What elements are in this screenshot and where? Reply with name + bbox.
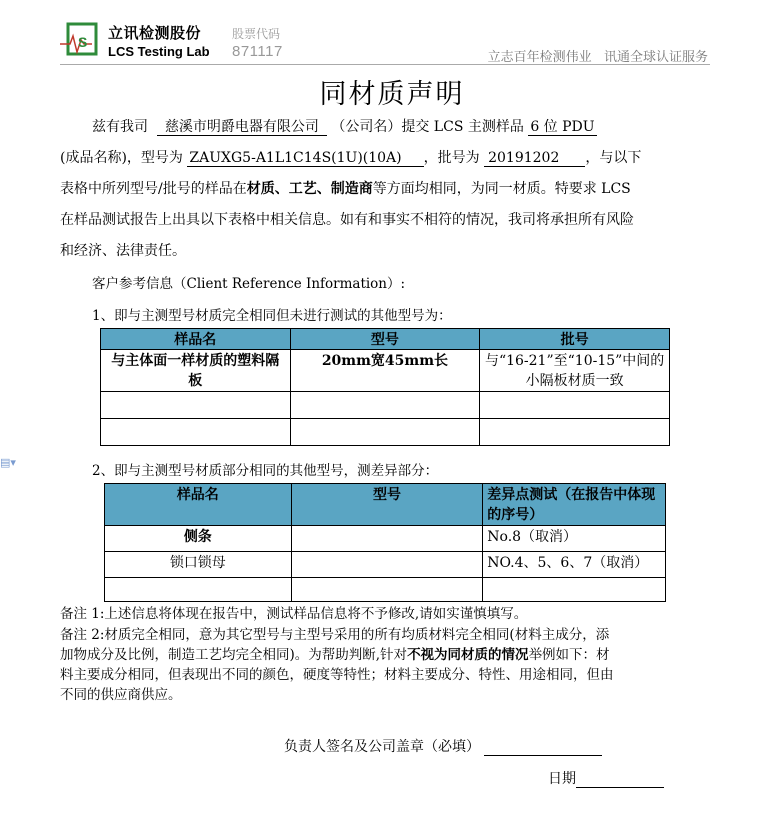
table1-cell: 与主体面一样材质的塑料隔板: [101, 350, 291, 392]
partial-material-table: [104, 483, 666, 602]
table2-cell: [291, 578, 483, 602]
header-slogan: 立志百年检测伟业 讯通全球认证服务: [487, 50, 708, 65]
table2-header: 型号: [291, 484, 483, 526]
table1-cell: [290, 419, 480, 446]
table1-header: 型号: [290, 329, 480, 350]
table-row: [101, 392, 670, 419]
table-row: [101, 419, 670, 446]
page-title: 同材质声明: [319, 79, 465, 110]
lcs-logo-icon: [60, 22, 100, 58]
table-row: [101, 350, 670, 392]
para-line-2: (成品名称)，型号为 ZAUXG5-A1L1C14S(1U)(10A) ，批号为 20191202 ，与以下: [60, 150, 642, 166]
table2-cell: 锁口锁母: [105, 552, 292, 578]
signature-line: 负责人签名及公司盖章（必填）: [284, 736, 602, 756]
table1-header: 批号: [480, 329, 670, 350]
stock-code: 871117: [232, 43, 283, 60]
table-row: [105, 578, 666, 602]
client-ref-heading: 客户参考信息（Client Reference Information）:: [92, 276, 406, 292]
para-line-1: 兹有我司 慈溪市明爵电器有限公司 （公司名）提交 LCS 主测样品 6 位 PDU: [92, 119, 595, 135]
table1-cell: 与“16-21”至“10-15”中间的小隔板材质一致: [480, 350, 670, 392]
table1-cell: [290, 392, 480, 419]
section-1-heading: 1、即与主测型号材质完全相同但未进行测试的其他型号为：: [92, 308, 452, 324]
company-name-en: LCS Testing Lab: [108, 44, 210, 59]
date-blank[interactable]: [576, 771, 664, 788]
table2-cell: [291, 552, 483, 578]
model-field: ZAUXG5-A1L1C14S(1U)(10A): [187, 150, 423, 167]
table1-cell: [101, 419, 291, 446]
table-row: [105, 552, 666, 578]
note-2: 备注 2:材质完全相同，意为其它型号与主型号采用的所有均质材料完全相同(材料主成分，添 加物成分及比例，制造工艺均完全相同)。为帮助判断,针对不视为同材质的情况举例如下：材 料主要成分相同，但表现出不同的颜色，硬度等特性；材料主要成分、特性、用途相同，但由 不同的供应商供应。: [60, 627, 614, 703]
para-line-3: 表格中所列型号/批号的样品在材质、工艺、制造商等方面均相同，为同一材质。特要求 LCS: [60, 181, 631, 197]
table2-cell: [291, 526, 483, 552]
document-side-icon: ▤▾: [0, 456, 16, 469]
table2-header: 样品名: [105, 484, 292, 526]
table1-cell: [480, 419, 670, 446]
para-line-5: 和经济、法律责任。: [60, 243, 186, 259]
company-name-cn: 立讯检测股份: [108, 24, 202, 42]
date-line: 日期: [548, 768, 664, 788]
table2-cell: [483, 578, 666, 602]
product-name-field: 6 位 PDU: [530, 119, 595, 135]
company-name-field: 慈溪市明爵电器有限公司: [157, 119, 327, 136]
signature-blank[interactable]: [484, 739, 602, 756]
stock-label: 股票代码: [232, 27, 281, 41]
table1-cell: 20mm宽45mm长: [290, 350, 480, 392]
table2-header: 差异点测试（在报告中体现的序号）: [483, 484, 666, 526]
batch-field: 20191202: [484, 150, 585, 167]
para-line-4: 在样品测试报告上出具以下表格中相关信息。如有和事实不相符的情况，我司将承担所有风险: [60, 212, 634, 228]
table2-cell: NO.4、5、6、7（取消）: [483, 552, 666, 578]
table2-cell: No.8（取消）: [483, 526, 666, 552]
table-row: [105, 526, 666, 552]
table1-header: 样品名: [101, 329, 291, 350]
table2-cell: [105, 578, 292, 602]
svg-text:S: S: [78, 34, 88, 50]
note-1: 备注 1:上述信息将体现在报告中，测试样品信息将不予修改,请如实谨慎填写。: [60, 606, 528, 622]
same-material-table: [100, 328, 670, 446]
header-divider: [60, 64, 710, 65]
table1-cell: [101, 392, 291, 419]
section-2-heading: 2、即与主测型号材质部分相同的其他型号，测差异部分：: [92, 463, 439, 479]
table1-cell: [480, 392, 670, 419]
table2-cell: 侧条: [105, 526, 292, 552]
